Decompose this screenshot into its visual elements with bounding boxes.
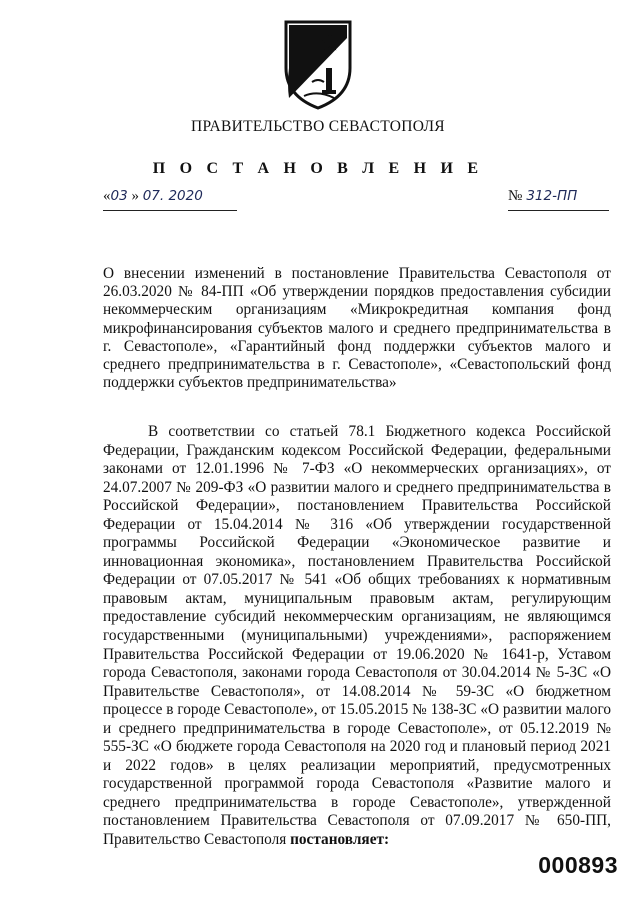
document-body (103, 423, 611, 850)
date-day: 03 (110, 188, 128, 204)
date-month-year: 07. 2020 (142, 188, 203, 204)
number-value: 312-ПП (526, 188, 578, 204)
document-type-heading: П О С Т А Н О В Л Е Н И Е (152, 160, 484, 177)
government-title: ПРАВИТЕЛЬСТВО СЕВАСТОПОЛЯ (191, 118, 445, 135)
document-date (103, 188, 237, 211)
document-subject: О внесении изменений в постановление Правительства Севастополя от 26.03.2020 № 84-ПП «Об утверждении порядков предоставления субсидии некоммерческим организациям «Микрокредитная компания фонд микрофинансирования субъектов малого и среднего предпринимательства в г. Севастополе», «Гарантийный фонд поддержки субъектов малого и среднего предпринимательства в г. Севастополе», «Севастопольский фонд поддержки субъектов предпринимательства» (103, 265, 611, 392)
serial-number: 000893 (538, 852, 618, 878)
body-paragraph: В соответствии со статьей 78.1 Бюджетного кодекса Российской Федерации, Гражданским кодексом Российской Федерации, федеральными законами от 12.01.1996 № 7-ФЗ «О некоммерческих организациях», от 24.07.2007 № 209-ФЗ «О развитии малого и среднего предпринимательства в Российской Федерации», постановлением Правительства Российской Федерации от 15.04.2014 № 316 «Об утверждении государственной программы Российской Федерации «Экономическое развитие и инновационная экономика», постановлением Правительства Российской Федерации от 07.05.2017 № 541 «Об общих требованиях к нормативным правовым актам, муниципальным правовым актам, регулирующим предоставление субсидий некоммерческим организациям, не являющимся государственными (муниципальными) учреждениями», распоряжением Правительства Российской Федерации от 19.06.2020 № 1641-р, Уставом города Севастополя, законами города Севастополя от 30.04.2014 № 5-ЗС «О Правительстве Севастополя», от 14.08.2014 № 59-ЗС «О бюджетном процессе в городе Севастополе», от 15.05.2015 № 138-ЗС «О развитии малого и среднего предпринимательства в городе Севастополе», от 05.12.2019 № 555-ЗС «О бюджете города Севастополя на 2020 год и плановый период 2021 и 2022 годов» в целях реализации мероприятий, предусмотренных государственной программой города Севастополя «Развитие малого и среднего предпринимательства в городе Севастополе», утвержденной постановлением Правительства Севастополя от 07.09.2017 № 650-ПП, Правительство Севастополя (103, 423, 611, 849)
number-prefix: № (508, 188, 523, 204)
date-open-quote: « (103, 188, 111, 204)
document-number (508, 188, 609, 211)
date-close-quote: » (131, 188, 139, 204)
body-closing-word: постановляет: (290, 831, 390, 849)
sevastopol-coat-of-arms-icon (282, 18, 354, 110)
